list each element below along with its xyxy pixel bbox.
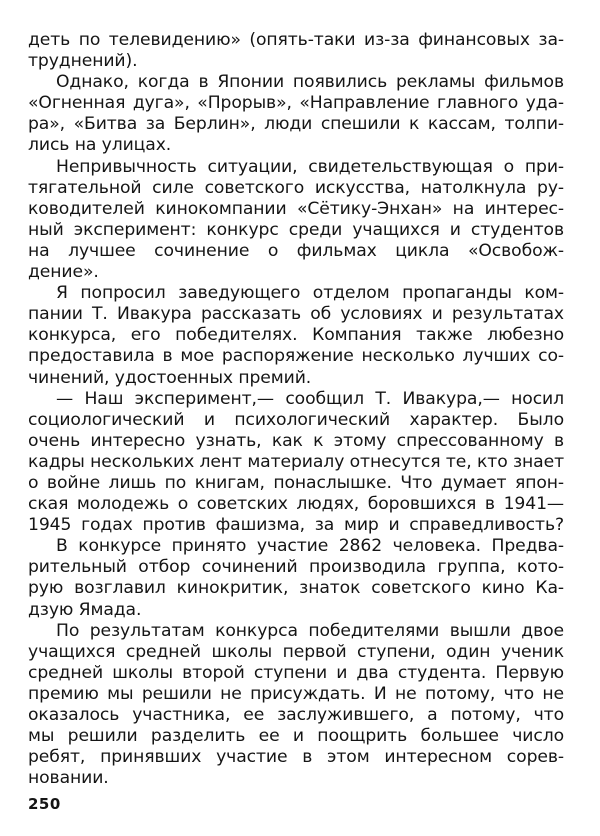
text-line: ская молодежь о советских людях, боровшихся в 1941—: [28, 494, 564, 515]
text-line: чинений, удостоенных премий.: [28, 367, 312, 388]
text-line: кадры нескольких лент материалу отнесутся те, кто знает: [28, 451, 564, 472]
text-line: труднений).: [28, 51, 138, 72]
text-line: о войне лишь по книгам, понаслышке. Что думает япон-: [28, 472, 564, 493]
text-line: рительный отбор сочинений производила группа, кото-: [28, 557, 564, 578]
text-line: премию мы решили не присуждать. И не потому, что не: [28, 683, 564, 704]
text-line: ководителей кинокомпании «Сётику-Энхан» на интерес-: [28, 198, 564, 219]
text-line: ребят, принявших участие в этом интересном сорев-: [28, 747, 564, 768]
text-line: деть по телевидению» (опять-таки из-за финансовых за-: [28, 30, 564, 50]
text-line: дение».: [28, 262, 99, 283]
text-line: ный эксперимент: конкурс среди учащихся и студентов: [28, 219, 564, 240]
text-line: Однако, когда в Японии появились рекламы фильмов: [56, 72, 564, 93]
text-line: социологический и психологический характер. Было: [28, 409, 564, 430]
body-text: [28, 30, 564, 789]
paragraph: [28, 283, 564, 388]
paragraph: [28, 157, 564, 284]
text-line: Я попросил заведующего отделом пропаганды ком-: [56, 283, 564, 304]
text-line: 1945 годах против фашизма, за мир и справедливость?: [28, 515, 564, 536]
text-line: дзую Ямада.: [28, 599, 142, 620]
paragraph: [28, 30, 564, 72]
paragraph: [28, 72, 564, 156]
text-line: оказалось участника, ее заслужившего, а потому, что: [28, 705, 564, 725]
paragraph: [28, 621, 564, 790]
text-line: пании Т. Ивакура рассказать об условиях и результатах: [28, 304, 564, 325]
page-number: 250: [28, 795, 61, 813]
text-line: средней школы второй ступени и два студента. Первую: [28, 662, 564, 683]
text-line: новании.: [28, 768, 109, 789]
text-line: на лучшее сочинение о фильмах цикла «Освобож-: [28, 240, 564, 261]
text-line: По результатам конкурса победителями вышли двое: [56, 620, 564, 641]
text-line: — Наш эксперимент,— сообщил Т. Ивакура,— носил: [56, 388, 564, 409]
text-line: учащихся средней школы первой ступени, один ученик: [28, 641, 564, 662]
text-line: лись на улицах.: [28, 135, 172, 156]
text-line: очень интересно узнать, как к этому спрессованному в: [28, 430, 564, 451]
text-line: «Огненная дуга», «Прорыв», «Направление главного уда-: [28, 93, 564, 114]
text-line: В конкурсе принято участие 2862 человека. Предва-: [56, 536, 564, 557]
paragraph: [28, 389, 564, 621]
text-line: конкурса, его победителях. Компания также любезно: [28, 325, 564, 346]
text-line: ра», «Битва за Берлин», люди спешили к кассам, толпи-: [28, 114, 564, 135]
text-line: мы решили разделить ее и поощрить большее число: [28, 726, 564, 747]
text-line: рую возглавил кинокритик, знаток советского кино Ка-: [28, 578, 564, 599]
text-line: предоставила в мое распоряжение несколько лучших со-: [28, 346, 564, 367]
text-line: тягательной силе советского искусства, натолкнула ру-: [28, 177, 564, 198]
text-line: Непривычность ситуации, свидетельствующая о при-: [56, 156, 564, 177]
